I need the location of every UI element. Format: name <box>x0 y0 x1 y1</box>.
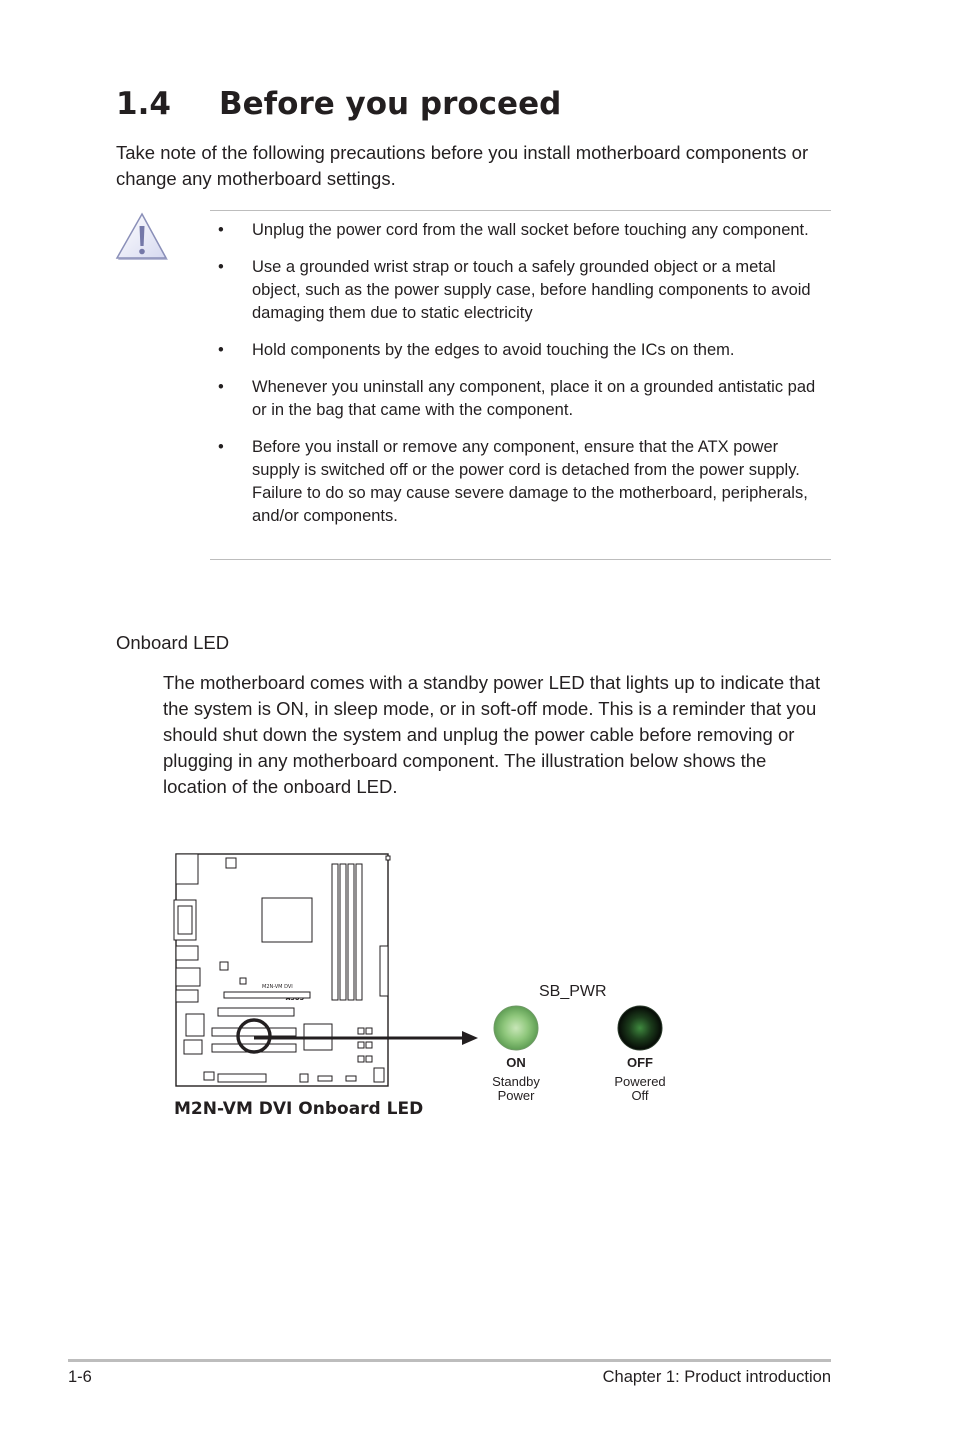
off-state-line2: Off <box>631 1088 649 1103</box>
led-off-icon <box>618 1006 662 1050</box>
caution-item: • Before you install or remove any component, ensure that the ATX power supply is switched off or the power cord is detached from the power supply. Failure to do so may cause severe damage to the motherboard, peripherals, and/or components. <box>218 438 808 525</box>
onboard-led-figure <box>160 842 680 1132</box>
led-on-icon <box>494 1006 538 1050</box>
arrow-head-icon <box>462 1031 478 1045</box>
chapter-title: Chapter 1: Product introduction <box>602 1368 831 1386</box>
footer-rule <box>68 1359 831 1362</box>
caution-item: • Hold components by the edges to avoid touching the ICs on them. <box>218 341 735 359</box>
off-state-line1: Powered <box>614 1074 666 1089</box>
section-number: 1.4 <box>116 86 171 122</box>
caution-triangle-icon <box>114 212 170 262</box>
caution-item: • Unplug the power cord from the wall socket before touching any component. <box>218 221 809 239</box>
section-heading <box>116 86 561 122</box>
caution-top-rule <box>210 210 831 211</box>
off-state-label: OFF <box>627 1055 653 1070</box>
motherboard-diagram <box>160 842 680 1132</box>
page-number: 1-6 <box>68 1368 92 1386</box>
onboard-led-heading: Onboard LED <box>116 632 230 653</box>
caution-item: • Whenever you uninstall any component, place it on a grounded antistatic pad or in the bag that came with the component. <box>218 378 816 419</box>
board-label: M2N-VM DVI <box>262 984 293 990</box>
caution-list <box>218 219 818 542</box>
led-name-label: SB_PWR <box>539 983 607 1000</box>
on-state-line1: Standby <box>492 1074 540 1089</box>
intro-paragraph: Take note of the following precautions before you install motherboard components or change any motherboard settings. <box>116 142 809 189</box>
onboard-led-description: The motherboard comes with a standby power LED that lights up to indicate that the system is ON, in sleep mode, or in soft-off mode. This is a reminder that you should shut down the system and unplug the power cable before removing or plugging in any motherboard component. The illustration below shows the location of the onboard LED. <box>163 672 821 797</box>
on-state-line2: Power <box>497 1088 535 1103</box>
on-state-label: ON <box>506 1055 526 1070</box>
caution-item: • Use a grounded wrist strap or touch a safely grounded object or a metal object, such as the power supply case, before handling components to avoid damaging them due to static electricity <box>218 258 811 322</box>
section-title: Before you proceed <box>219 86 562 122</box>
figure-caption: M2N-VM DVI Onboard LED <box>174 1099 424 1119</box>
caution-bottom-rule <box>210 559 831 560</box>
